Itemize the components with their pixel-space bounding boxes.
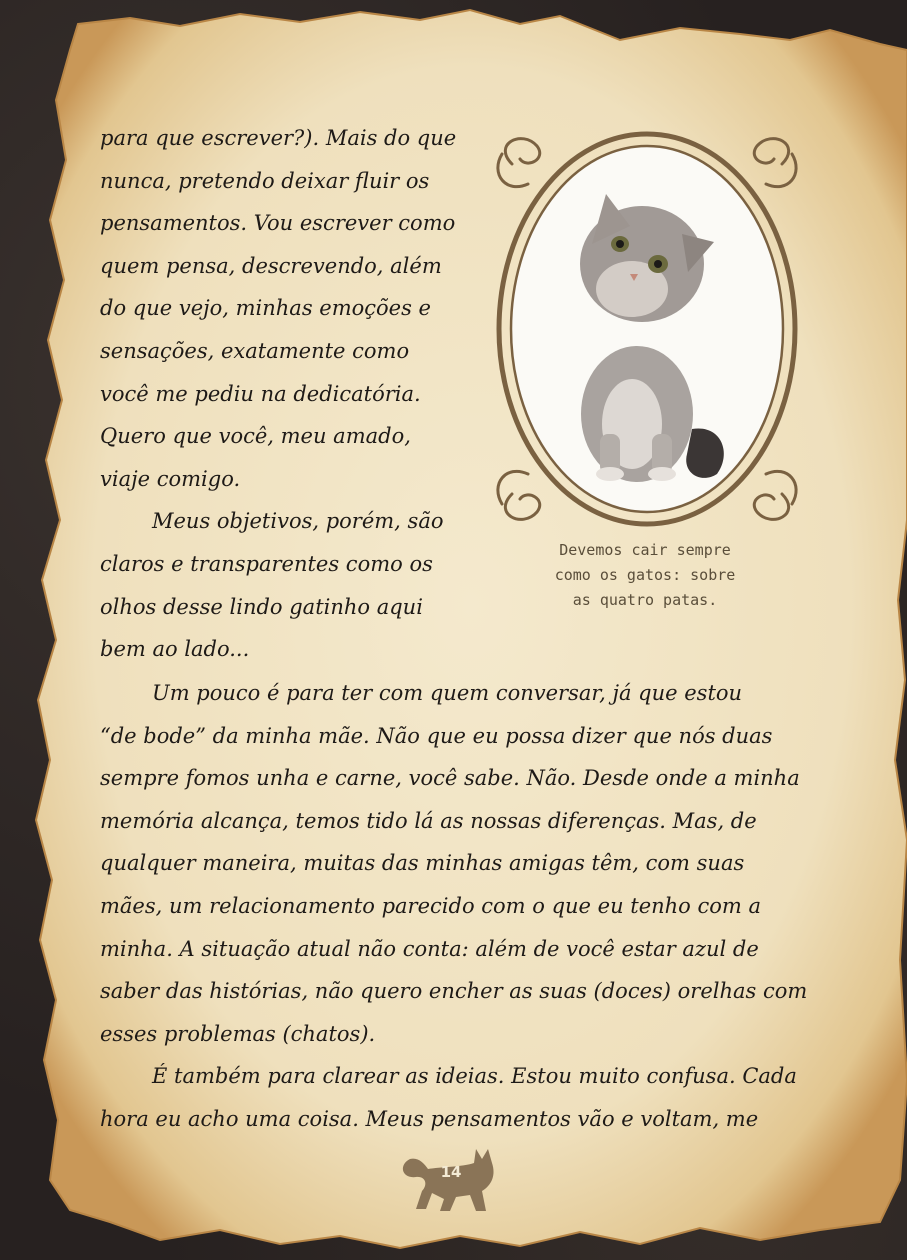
text-line: do que vejo, minhas emoções e xyxy=(100,296,431,321)
text-line: esses problemas (chatos). xyxy=(100,1021,376,1046)
text-line: minha. A situação atual não conta: além de você estar azul de xyxy=(100,936,759,961)
text-line: você me pediu na dedicatória. xyxy=(100,381,421,406)
cat-portrait-frame xyxy=(482,124,812,544)
image-caption xyxy=(500,538,790,613)
text-line: mães, um relacionamento parecido com o que eu tenho com a xyxy=(100,893,762,918)
text-line: nunca, pretendo deixar fluir os xyxy=(100,168,430,193)
text-line: É também para clarear as ideias. Estou muito confusa. Cada xyxy=(152,1064,797,1089)
caption-line: Devemos cair sempre xyxy=(559,541,731,559)
text-line: hora eu acho uma coisa. Meus pensamentos vão e voltam, me xyxy=(100,1106,759,1131)
text-line: saber das histórias, não quero encher as suas (doces) orelhas com xyxy=(100,979,808,1004)
text-line: sempre fomos unha e carne, você sabe. Não. Desde onde a minha xyxy=(100,766,800,791)
text-line: memória alcança, temos tido lá as nossas diferenças. Mas, de xyxy=(100,808,757,833)
text-line: olhos desse lindo gatinho aqui xyxy=(100,594,423,619)
caption-line: as quatro patas. xyxy=(572,591,718,609)
text-line: viaje comigo. xyxy=(100,466,241,491)
text-line: qualquer maneira, muitas das minhas amigas têm, com suas xyxy=(100,851,745,876)
text-line: pensamentos. Vou escrever como xyxy=(100,211,456,236)
text-line: sensações, exatamente como xyxy=(100,338,410,363)
text-line: Um pouco é para ter com quem conversar, já que estou xyxy=(152,681,743,705)
text-line: quem pensa, descrevendo, além xyxy=(100,253,442,278)
text-line: bem ao lado... xyxy=(100,637,250,662)
text-line: Quero que você, meu amado, xyxy=(100,424,411,449)
page-number-badge xyxy=(396,1145,506,1217)
cat-silhouette-icon xyxy=(396,1145,506,1217)
text-line: Meus objetivos, porém, são xyxy=(152,509,444,534)
caption-line: como os gatos: sobre xyxy=(554,566,736,584)
text-line: “de bode” da minha mãe. Não que eu possa dizer que nós duas xyxy=(100,723,773,748)
left-column-text xyxy=(100,117,470,671)
page-number: 14 xyxy=(440,1163,462,1181)
text-line: claros e transparentes como os xyxy=(100,551,433,576)
text-line: para que escrever?). Mais do que xyxy=(100,126,457,150)
full-width-text xyxy=(100,672,820,1141)
